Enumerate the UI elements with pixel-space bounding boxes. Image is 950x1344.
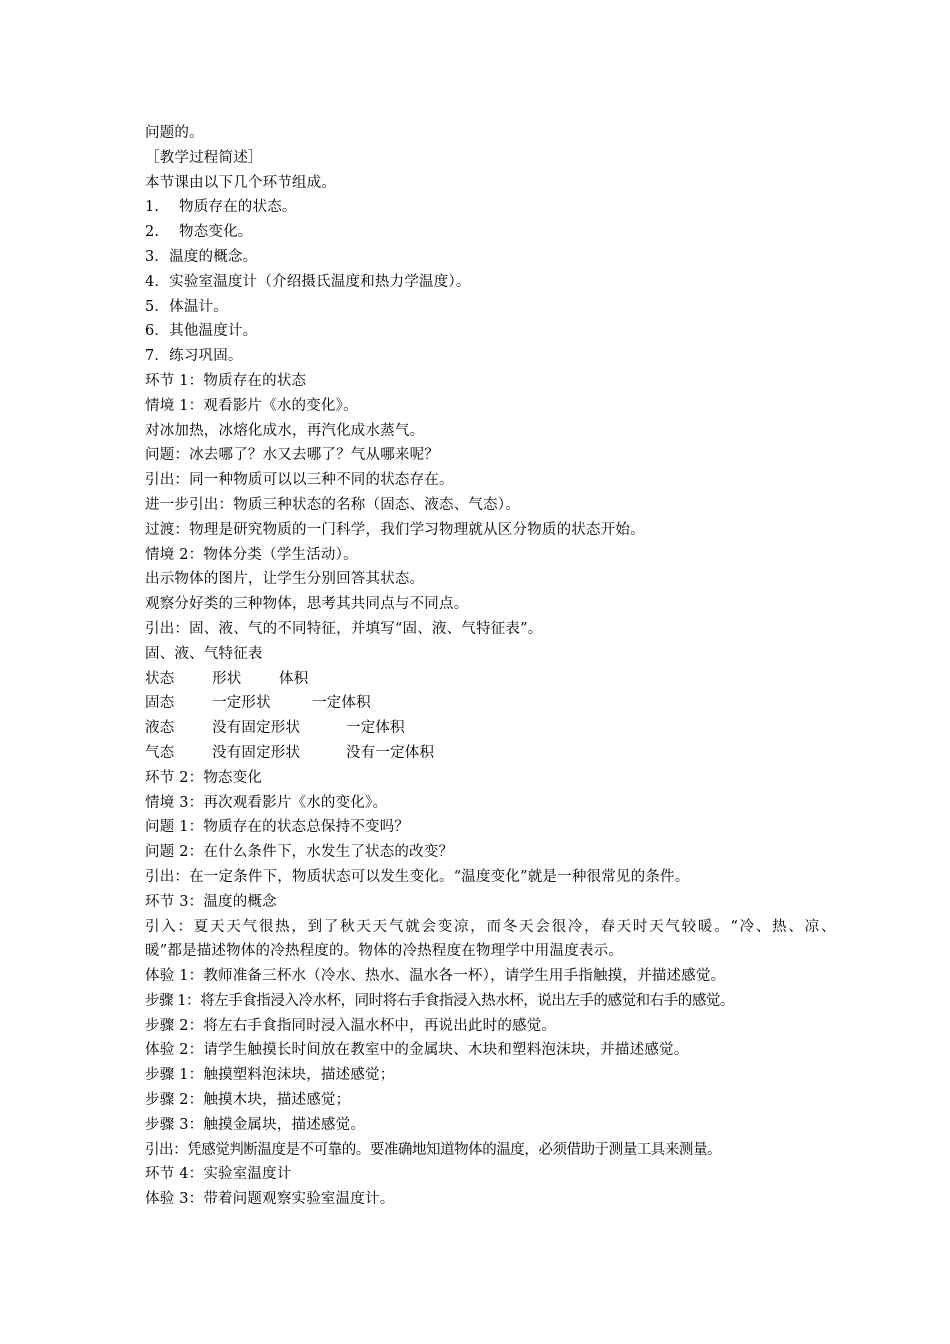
text-line: 步骤 1：将左手食指浸入冷水杯，同时将右手食指浸入热水杯，说出左手的感觉和右手的感觉。 [145, 992, 734, 1009]
text-line: 问题 2：在什么条件下，水发生了状态的改变？ [145, 844, 454, 861]
text-line: 引入：夏天天气很热，到了秋天天气就会变凉，而冬天会很冷，春天时天气较暖。“冷、热、凉、 [145, 918, 835, 935]
text-line: 暖”都是描述物体的冷热程度的。物体的冷热程度在物理学中用温度表示。 [145, 943, 624, 960]
text-line: 体验 2：请学生触摸长时间放在教室中的金属块、木块和塑料泡沫块，并描述感觉。 [145, 1042, 689, 1059]
list-item: 3．温度的概念。 [145, 248, 258, 265]
text-line: 对冰加热，冰熔化成水，再汽化成水蒸气。 [145, 422, 425, 439]
section-heading: 环节 4：实验室温度计 [145, 1166, 292, 1183]
list-item: 7．练习巩固。 [145, 348, 243, 365]
table-title: 固、液、气特征表 [145, 645, 263, 662]
section-heading: 环节 1：物质存在的状态 [145, 372, 307, 389]
table-cell: 气态 [145, 744, 175, 761]
document-page [145, 121, 835, 1212]
text-line: 体验 3：带着问题观察实验室温度计。 [145, 1191, 395, 1208]
table-header-cell: 状态 [145, 670, 175, 687]
text-line: 本节课由以下几个环节组成。 [145, 174, 337, 191]
text-line: 步骤 1：触摸塑料泡沫块，描述感觉； [145, 1067, 395, 1084]
text-line: 出示物体的图片，让学生分别回答其状态。 [145, 571, 425, 588]
text-line: 引出：凭感觉判断温度是不可靠的。要准确地知道物体的温度，必须借助于测量工具来测量。 [145, 1141, 722, 1158]
text-line: 进一步引出：物质三种状态的名称（固态、液态、气态）。 [145, 496, 520, 513]
list-item: 5．体温计。 [145, 298, 228, 315]
list-item [145, 220, 835, 245]
table-cell: 没有固定形状 [212, 720, 301, 737]
table-cell: 没有一定体积 [346, 744, 435, 761]
text-line: 引出：固、液、气的不同特征，并填写“固、液、气特征表”。 [145, 620, 543, 637]
table-header-row [145, 667, 835, 692]
text-line: 观察分好类的三种物体，思考其共同点与不同点。 [145, 596, 469, 613]
list-number: 1. [145, 199, 160, 216]
list-item [145, 195, 835, 220]
section-heading: 环节 2：物态变化 [145, 769, 263, 786]
text-line: 引出：在一定条件下，物质状态可以发生变化。“温度变化”就是一种很常见的条件。 [145, 868, 690, 885]
list-number: 2. [145, 224, 160, 241]
list-text: 物质存在的状态。 [179, 199, 297, 216]
table-cell: 一定体积 [312, 695, 371, 712]
text-line: 步骤 3：触摸金属块，描述感觉。 [145, 1116, 366, 1133]
table-row [145, 716, 835, 741]
table-cell: 液态 [145, 720, 175, 737]
section-heading: ［教学过程简述］ [145, 149, 263, 166]
text-line: 问题 1：物质存在的状态总保持不变吗？ [145, 819, 410, 836]
list-item: 4．实验室温度计（介绍摄氏温度和热力学温度）。 [145, 273, 471, 290]
text-line: 引出：同一种物质可以以三种不同的状态存在。 [145, 472, 454, 489]
table-cell: 一定体积 [346, 720, 405, 737]
list-text: 物态变化。 [179, 224, 253, 241]
table-cell: 一定形状 [212, 695, 271, 712]
table-row [145, 741, 835, 766]
table-header-cell: 形状 [212, 670, 242, 687]
table-header-cell: 体积 [279, 670, 309, 687]
section-heading: 环节 3：温度的概念 [145, 893, 277, 910]
text-line: 情境 1：观看影片《水的变化》。 [145, 397, 358, 414]
text-line: 步骤 2：将左右手食指同时浸入温水杯中，再说出此时的感觉。 [145, 1017, 557, 1034]
list-item: 6．其他温度计。 [145, 323, 258, 340]
text-line: 步骤 2：触摸木块，描述感觉； [145, 1092, 351, 1109]
text-line: 体验 1：教师准备三杯水（冷水、热水、温水各一杯），请学生用手指触摸，并描述感觉。 [145, 968, 726, 985]
table-row [145, 691, 835, 716]
text-line: 问题的。 [145, 125, 204, 141]
text-line: 情境 2：物体分类（学生活动）。 [145, 546, 358, 563]
table-cell: 没有固定形状 [212, 744, 301, 761]
text-line: 问题：冰去哪了？水又去哪了？气从哪来呢？ [145, 447, 439, 464]
text-line: 情境 3：再次观看影片《水的变化》。 [145, 794, 388, 811]
text-line: 过渡：物理是研究物质的一门科学，我们学习物理就从区分物质的状态开始。 [145, 521, 645, 538]
table-cell: 固态 [145, 695, 175, 712]
